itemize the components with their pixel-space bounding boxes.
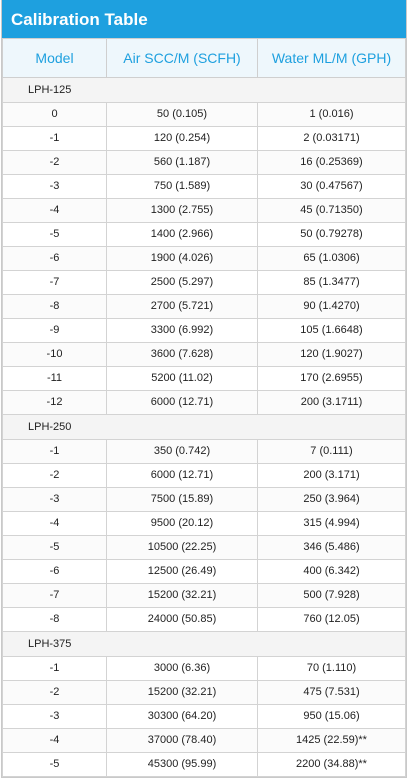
calibration-table-card (1, 0, 407, 778)
air-flow-cell: 2700 (5.721) (107, 295, 258, 319)
air-flow-cell: 24000 (50.85) (107, 608, 258, 632)
water-flow-cell: 16 (0.25369) (258, 151, 406, 175)
table-row (3, 319, 406, 343)
air-flow-cell: 15200 (32.21) (107, 584, 258, 608)
table-row (3, 199, 406, 223)
column-header-model: Model (3, 39, 107, 78)
water-flow-cell: 475 (7.531) (258, 681, 406, 705)
table-row (3, 223, 406, 247)
model-cell: -4 (3, 199, 107, 223)
air-flow-cell: 6000 (12.71) (107, 391, 258, 415)
group-label: LPH-375 (3, 632, 406, 657)
table-row (3, 343, 406, 367)
model-cell: -1 (3, 440, 107, 464)
table-row (3, 391, 406, 415)
water-flow-cell: 200 (3.1711) (258, 391, 406, 415)
header-row (3, 39, 406, 78)
calibration-table (2, 38, 406, 777)
table-row (3, 705, 406, 729)
table-title: Calibration Table (2, 0, 406, 38)
air-flow-cell: 30300 (64.20) (107, 705, 258, 729)
air-flow-cell: 10500 (22.25) (107, 536, 258, 560)
water-flow-cell: 45 (0.71350) (258, 199, 406, 223)
model-cell: -10 (3, 343, 107, 367)
table-row (3, 295, 406, 319)
water-flow-cell: 950 (15.06) (258, 705, 406, 729)
water-flow-cell: 70 (1.110) (258, 657, 406, 681)
water-flow-cell: 760 (12.05) (258, 608, 406, 632)
water-flow-cell: 120 (1.9027) (258, 343, 406, 367)
water-flow-cell: 105 (1.6648) (258, 319, 406, 343)
model-cell: -2 (3, 464, 107, 488)
table-row (3, 657, 406, 681)
air-flow-cell: 37000 (78.40) (107, 729, 258, 753)
table-row (3, 175, 406, 199)
model-cell: -11 (3, 367, 107, 391)
air-flow-cell: 9500 (20.12) (107, 512, 258, 536)
air-flow-cell: 2500 (5.297) (107, 271, 258, 295)
table-row (3, 584, 406, 608)
air-flow-cell: 1300 (2.755) (107, 199, 258, 223)
table-row (3, 440, 406, 464)
table-row (3, 488, 406, 512)
table-row (3, 560, 406, 584)
table-row (3, 247, 406, 271)
air-flow-cell: 350 (0.742) (107, 440, 258, 464)
model-cell: -12 (3, 391, 107, 415)
model-cell: -3 (3, 705, 107, 729)
air-flow-cell: 120 (0.254) (107, 127, 258, 151)
water-flow-cell: 500 (7.928) (258, 584, 406, 608)
table-row (3, 151, 406, 175)
model-cell: -8 (3, 295, 107, 319)
air-flow-cell: 3600 (7.628) (107, 343, 258, 367)
table-body (3, 78, 406, 777)
model-cell: -1 (3, 127, 107, 151)
table-row (3, 681, 406, 705)
water-flow-cell: 315 (4.994) (258, 512, 406, 536)
model-cell: -4 (3, 512, 107, 536)
group-row (3, 415, 406, 440)
air-flow-cell: 5200 (11.02) (107, 367, 258, 391)
air-flow-cell: 1400 (2.966) (107, 223, 258, 247)
table-row (3, 103, 406, 127)
air-flow-cell: 6000 (12.71) (107, 464, 258, 488)
table-row (3, 127, 406, 151)
table-row (3, 608, 406, 632)
air-flow-cell: 3300 (6.992) (107, 319, 258, 343)
water-flow-cell: 50 (0.79278) (258, 223, 406, 247)
air-flow-cell: 750 (1.589) (107, 175, 258, 199)
air-flow-cell: 560 (1.187) (107, 151, 258, 175)
model-cell: -3 (3, 175, 107, 199)
model-cell: -2 (3, 151, 107, 175)
model-cell: -6 (3, 560, 107, 584)
air-flow-cell: 12500 (26.49) (107, 560, 258, 584)
model-cell: -3 (3, 488, 107, 512)
model-cell: -1 (3, 657, 107, 681)
model-cell: -5 (3, 223, 107, 247)
group-row (3, 78, 406, 103)
water-flow-cell: 85 (1.3477) (258, 271, 406, 295)
air-flow-cell: 7500 (15.89) (107, 488, 258, 512)
water-flow-cell: 90 (1.4270) (258, 295, 406, 319)
model-cell: -5 (3, 753, 107, 777)
column-header-air: Air SCC/M (SCFH) (107, 39, 258, 78)
table-row (3, 753, 406, 777)
air-flow-cell: 1900 (4.026) (107, 247, 258, 271)
water-flow-cell: 346 (5.486) (258, 536, 406, 560)
table-row (3, 464, 406, 488)
water-flow-cell: 400 (6.342) (258, 560, 406, 584)
water-flow-cell: 1425 (22.59)** (258, 729, 406, 753)
water-flow-cell: 7 (0.111) (258, 440, 406, 464)
air-flow-cell: 50 (0.105) (107, 103, 258, 127)
air-flow-cell: 3000 (6.36) (107, 657, 258, 681)
model-cell: -2 (3, 681, 107, 705)
table-row (3, 271, 406, 295)
water-flow-cell: 30 (0.47567) (258, 175, 406, 199)
air-flow-cell: 15200 (32.21) (107, 681, 258, 705)
water-flow-cell: 2 (0.03171) (258, 127, 406, 151)
table-row (3, 729, 406, 753)
model-cell: -8 (3, 608, 107, 632)
model-cell: -9 (3, 319, 107, 343)
table-row (3, 367, 406, 391)
air-flow-cell: 45300 (95.99) (107, 753, 258, 777)
table-row (3, 536, 406, 560)
water-flow-cell: 65 (1.0306) (258, 247, 406, 271)
water-flow-cell: 170 (2.6955) (258, 367, 406, 391)
water-flow-cell: 1 (0.016) (258, 103, 406, 127)
group-row (3, 632, 406, 657)
water-flow-cell: 2200 (34.88)** (258, 753, 406, 777)
model-cell: 0 (3, 103, 107, 127)
model-cell: -7 (3, 271, 107, 295)
water-flow-cell: 250 (3.964) (258, 488, 406, 512)
model-cell: -5 (3, 536, 107, 560)
model-cell: -6 (3, 247, 107, 271)
column-header-water: Water ML/M (GPH) (258, 39, 406, 78)
water-flow-cell: 200 (3.171) (258, 464, 406, 488)
group-label: LPH-125 (3, 78, 406, 103)
group-label: LPH-250 (3, 415, 406, 440)
model-cell: -4 (3, 729, 107, 753)
model-cell: -7 (3, 584, 107, 608)
table-row (3, 512, 406, 536)
